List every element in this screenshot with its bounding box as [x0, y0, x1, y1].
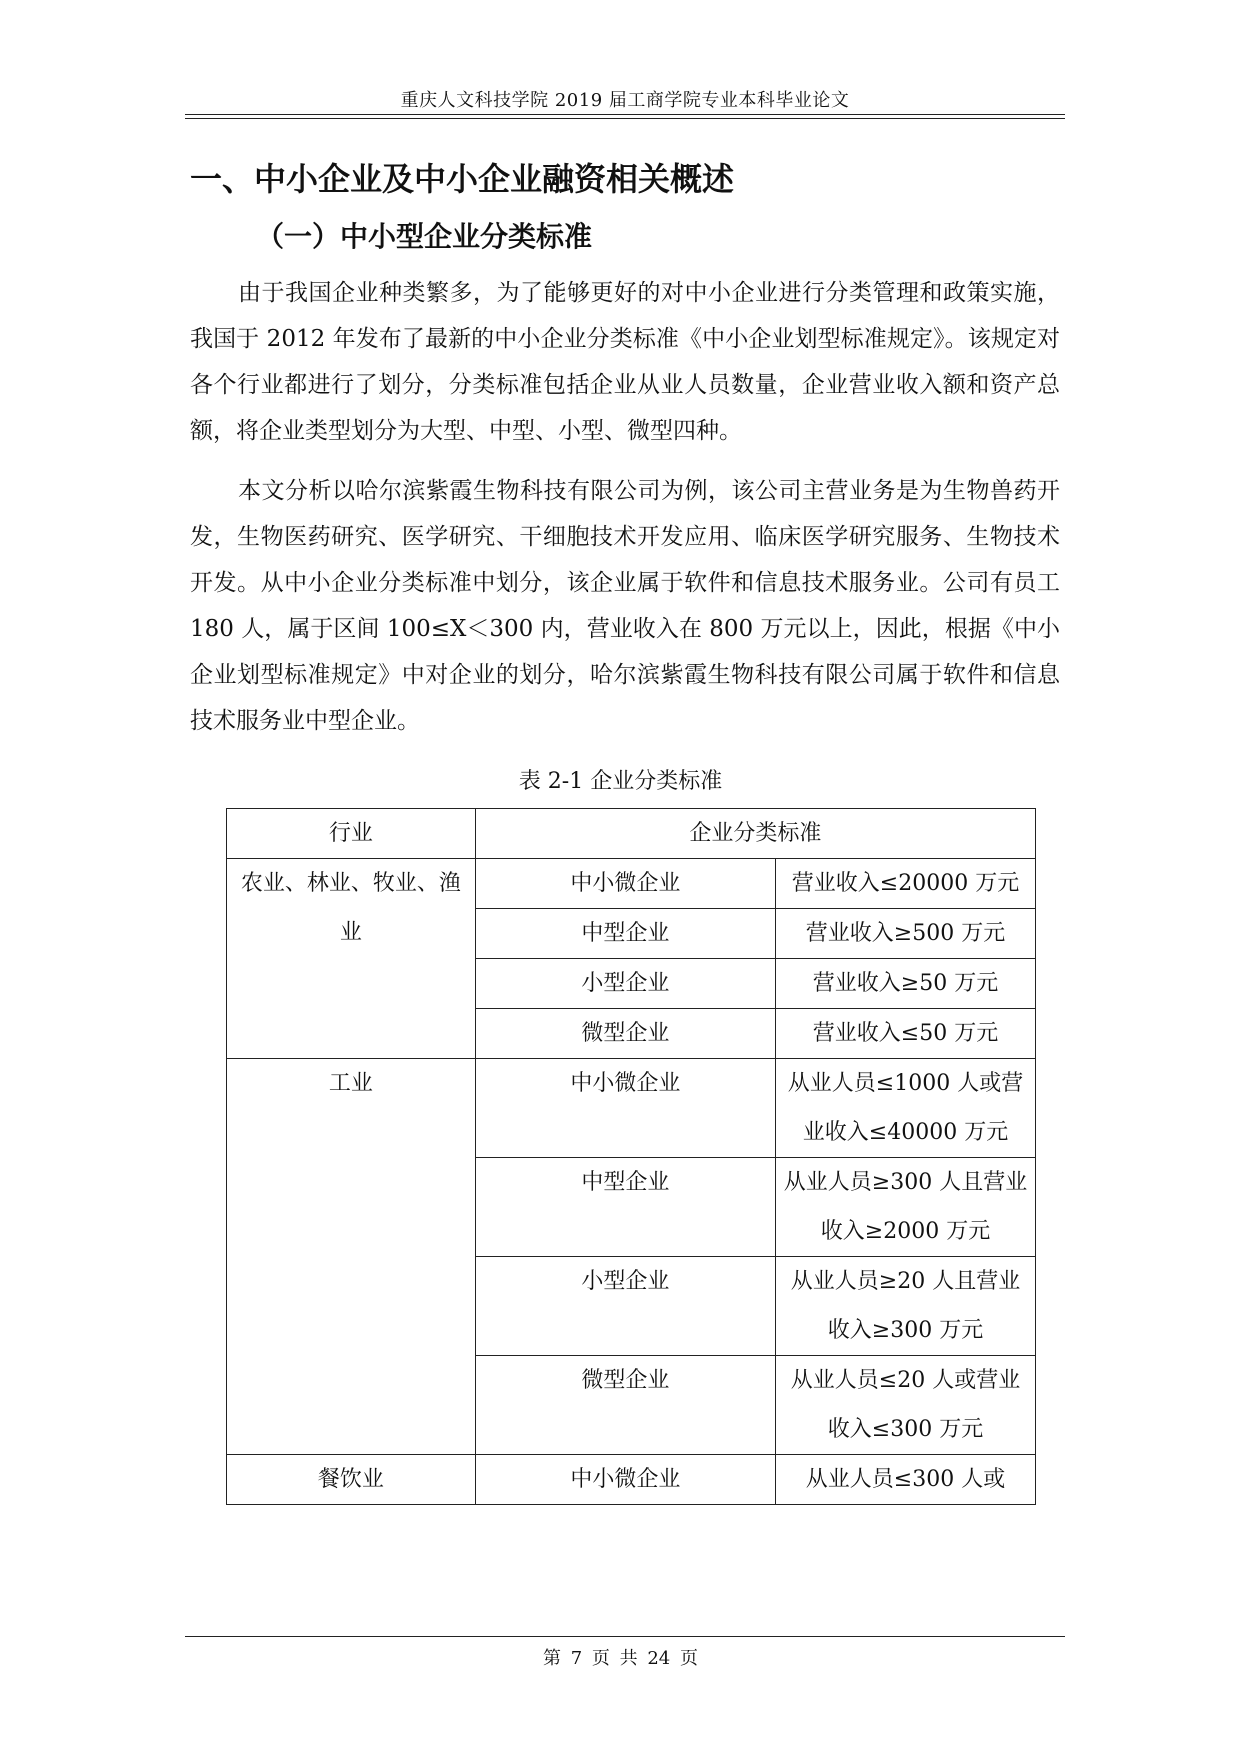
criteria-cell: 营业收入≤50 万元 — [776, 1009, 1036, 1059]
criteria-cell: 从业人员≤300 人或 — [776, 1455, 1036, 1505]
paragraph-2: 本文分析以哈尔滨紫霞生物科技有限公司为例，该公司主营业务是为生物兽药开发，生物医药研究、医学研究、干细胞技术开发应用、临床医学研究服务、生物技术开发。从中小企业分类标准中划分，该企业属于软件和信息技术服务业。公司有员工 180 人，属于区间 100≤X＜300 内，营业收入在 800 万元以上，因此，根据《中小企业划型标准规定》中对企业的划分，哈尔滨紫霞生物科技有限公司属于软件和信息技术服务业中型企业。 — [190, 478, 1060, 734]
page-footer: 第 7 页 共 24 页 — [543, 1648, 698, 1669]
criteria-cell: 从业人员≥300 人且营业收入≥2000 万元 — [776, 1158, 1036, 1257]
table-header-row — [227, 809, 1036, 859]
type-cell: 微型企业 — [475, 1356, 775, 1455]
subsection-heading: （一）中小型企业分类标准 — [256, 220, 593, 253]
criteria-cell: 从业人员≥20 人且营业收入≥300 万元 — [776, 1257, 1036, 1356]
type-cell: 中型企业 — [475, 1158, 775, 1257]
criteria-cell: 营业收入≥500 万元 — [776, 909, 1036, 959]
type-cell: 小型企业 — [475, 959, 775, 1009]
type-cell: 中小微企业 — [475, 859, 775, 909]
table-caption: 表 2-1 企业分类标准 — [518, 769, 723, 794]
type-cell: 小型企业 — [475, 1257, 775, 1356]
criteria-cell: 营业收入≤20000 万元 — [776, 859, 1036, 909]
industry-cell: 农业、林业、牧业、渔业 — [227, 859, 476, 1059]
criteria-cell: 从业人员≤1000 人或营业收入≤40000 万元 — [776, 1059, 1036, 1158]
type-cell: 中型企业 — [475, 909, 775, 959]
industry-cell: 工业 — [227, 1059, 476, 1455]
table-row — [227, 859, 1036, 909]
table-row — [227, 1455, 1036, 1505]
section-heading: 一、中小企业及中小企业融资相关概述 — [190, 160, 735, 198]
page-header: 重庆人文科技学院 2019 届工商学院专业本科毕业论文 — [400, 90, 850, 111]
type-cell: 微型企业 — [475, 1009, 775, 1059]
type-cell: 中小微企业 — [475, 1455, 775, 1505]
criteria-cell: 从业人员≤20 人或营业收入≤300 万元 — [776, 1356, 1036, 1455]
footer-rule — [185, 1636, 1065, 1637]
criteria-cell: 营业收入≥50 万元 — [776, 959, 1036, 1009]
header-standard: 企业分类标准 — [475, 809, 1035, 859]
classification-table — [226, 808, 1036, 1505]
header-industry: 行业 — [227, 809, 476, 859]
header-rule — [185, 114, 1065, 115]
industry-cell: 餐饮业 — [227, 1455, 476, 1505]
table-row — [227, 1059, 1036, 1158]
type-cell: 中小微企业 — [475, 1059, 775, 1158]
paragraph-1: 由于我国企业种类繁多，为了能够更好的对中小企业进行分类管理和政策实施，我国于 2012 年发布了最新的中小企业分类标准《中小企业划型标准规定》。该规定对各个行业都进行了划分，分类标准包括企业从业人员数量，企业营业收入额和资产总额，将企业类型划分为大型、中型、小型、微型四种。 — [190, 280, 1060, 444]
header-rule-thin — [185, 118, 1065, 119]
